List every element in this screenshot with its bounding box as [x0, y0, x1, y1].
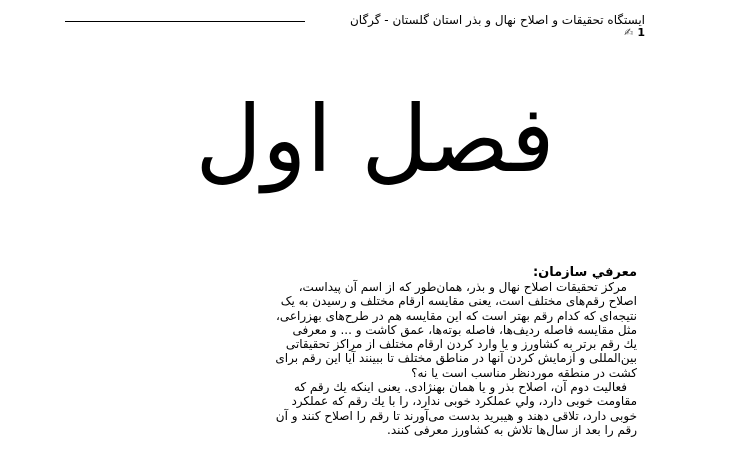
text-line: رقم را بعد از سال‌ها تلاش به کشاورز معرفی کنند.: [387, 422, 637, 437]
text-line: مثل مقایسه فاصله ردیف‌ها، فاصله بوته‌ها، عمق کاشت و ... و معرفی: [292, 322, 637, 337]
text-line: مقاومت خوبی دارد، ولي عملکرد خوبی ندارد، را با یك رقم که عملکرد: [291, 394, 637, 409]
text-line: یك رقم برتر به کشاورز و یا وارد کردن ارقام مختلف از مراکز تحقیقاتی: [285, 337, 637, 352]
page-number: 1: [637, 26, 645, 39]
pen-icon: ✍: [624, 26, 634, 39]
text-line: اصلاح رقم‌های مختلف است، یعنی مقایسه ارقام مختلف و رسیدن به یک: [280, 294, 637, 309]
body-paragraphs: [102, 280, 637, 437]
text-line: نتیجه‌ای که کدام رقم بهتر است که این مقایسه هم در طرح‌های بهزراعی،: [276, 308, 637, 323]
text-line: بین‌المللی و آزمایش کردن آنها در مناطق مختلف تا ببینند آیا این رقم برای: [275, 351, 637, 366]
text-line: مرکز تحقیقات اصلاح نهال و بذر، همان‌طور که از اسم آن پیداست،: [298, 280, 627, 294]
text-line: کشت در منطقه موردنظر مناسب است یا نه؟: [411, 365, 637, 380]
header-rule: [65, 21, 305, 22]
section-heading: معرفي سازمان:: [532, 265, 637, 280]
running-header: ایستگاه تحقیقات و اصلاح نهال و بذر استان گلستان - گرگان: [349, 13, 645, 27]
text-line: فعالیت دوم آن، اصلاح بذر و یا همان بهنژادی. یعنی اینکه یك رقم که: [293, 380, 627, 395]
text-line: خوبی دارد، تلاقی دهند و هیبرید بدست می‌آورند تا رقم را اصلاح کنند و آن: [275, 408, 637, 423]
chapter-title: فصل اول: [195, 86, 555, 193]
page-number-row: [624, 27, 645, 39]
